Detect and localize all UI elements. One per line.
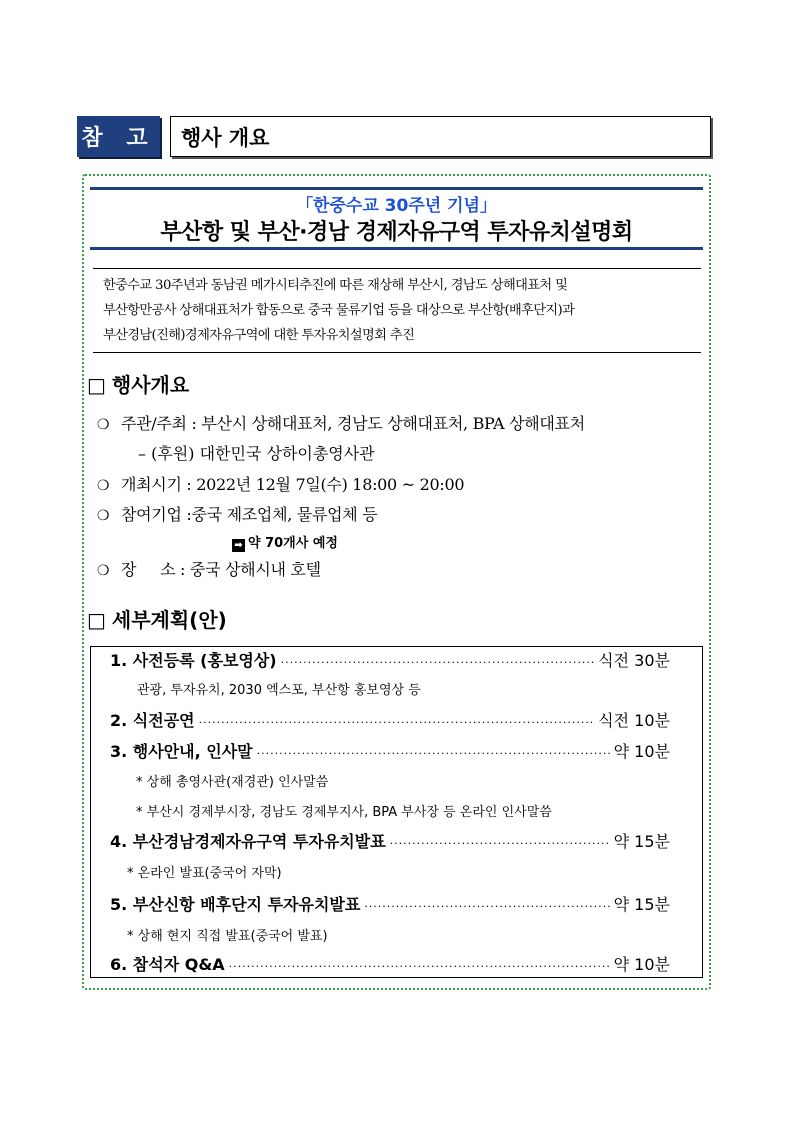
- overview-heading-text: 행사개요: [111, 373, 190, 397]
- schedule-item: [110, 708, 670, 731]
- overview-heading: [87, 369, 189, 398]
- dot-leader: [390, 837, 610, 850]
- schedule-detail: * 상해 총영사관(재경관) 인사말씀: [136, 775, 329, 790]
- overview-companies-text: 참여기업 :중국 제조업체, 물류업체 등: [121, 505, 378, 524]
- schedule-item: [110, 739, 670, 762]
- reference-tag: [77, 116, 160, 157]
- overview-date: [97, 472, 464, 495]
- schedule-detail: * 온라인 발표(중국어 자막): [127, 866, 282, 881]
- schedule-item-time: 약 10분: [613, 955, 670, 974]
- overview-venue-text: 장 소 : 중국 상해시내 호텔: [121, 560, 321, 579]
- section-title-text: 행사 개요: [181, 125, 270, 150]
- dot-leader: [364, 900, 609, 913]
- reference-tag-label: 참 고: [81, 126, 156, 151]
- schedule-item-name: 4. 부산경남경제자유구역 투자유치발표: [110, 832, 386, 851]
- overview-companies: [97, 502, 377, 525]
- schedule-item: [110, 952, 670, 975]
- schedule-item-time: 약 15분: [613, 832, 670, 851]
- event-subtitle: 「한중수교 30주년 기념」: [296, 196, 497, 216]
- schedule-item-name: 3. 행사안내, 인사말: [110, 742, 253, 761]
- schedule-item-time: 식전 30분: [598, 651, 670, 670]
- schedule-item-name: 1. 사전등록 (홍보영상): [110, 651, 277, 670]
- circle-bullet-icon: ❍: [97, 478, 110, 494]
- summary-line: 한중수교 30주년과 동남권 메가시티추진에 따른 재상해 부산시, 경남도 상해대표처 및: [103, 278, 568, 293]
- schedule-item-time: 약 10분: [613, 742, 670, 761]
- dot-leader: [229, 960, 610, 973]
- arrow-right-icon: ➡: [232, 539, 245, 552]
- title-rule-bottom: [90, 247, 703, 250]
- circle-bullet-icon: ❍: [97, 508, 110, 524]
- overview-host-text: 주관/주최 : 부산시 상해대표처, 경남도 상해대표처, BPA 상해대표처: [121, 414, 585, 433]
- overview-venue: [97, 557, 321, 580]
- plan-heading-text: 세부계획(안): [111, 608, 227, 632]
- checkbox-square-icon: □: [87, 608, 106, 632]
- schedule-item-name: 5. 부산신항 배후단지 투자유치발표: [110, 895, 361, 914]
- event-title: 부산항 및 부산·경남 경제자유구역 투자유치설명회: [160, 220, 633, 245]
- schedule-item: [110, 892, 670, 915]
- summary-line: 부산경남(진해)경제자유구역에 대한 투자유치설명회 추진: [103, 328, 415, 343]
- overview-date-text: 개최시기 : 2022년 12월 7일(수) 18:00 ~ 20:00: [121, 475, 465, 494]
- section-title: [170, 116, 711, 157]
- summary-line: 부산항만공사 상해대표처가 합동으로 중국 물류기업 등을 대상으로 부산항(배후단지)과: [103, 303, 575, 318]
- schedule-item: [110, 829, 670, 852]
- companies-note-text: 약 70개사 예정: [248, 536, 338, 551]
- companies-note: [232, 532, 338, 552]
- schedule-item-time: 식전 10분: [598, 711, 670, 730]
- overview-host: [97, 411, 585, 434]
- schedule-detail: 관광, 투자유치, 2030 엑스포, 부산항 홍보영상 등: [137, 683, 421, 698]
- circle-bullet-icon: ❍: [97, 563, 110, 579]
- dot-leader: [199, 716, 595, 729]
- schedule-item-name: 6. 참석자 Q&A: [110, 955, 225, 974]
- schedule-item: [110, 648, 670, 671]
- event-summary: [93, 268, 701, 353]
- plan-heading: [87, 604, 227, 633]
- dot-leader: [281, 656, 595, 669]
- schedule-item-time: 약 15분: [613, 895, 670, 914]
- overview-host-sub: – (후원) 대한민국 상하이총영사관: [138, 444, 375, 463]
- circle-bullet-icon: ❍: [97, 417, 110, 433]
- schedule-detail: * 상해 현지 직접 발표(중국어 발표): [127, 929, 328, 944]
- dot-leader: [257, 747, 610, 760]
- title-rule-top: [90, 187, 703, 190]
- schedule-item-name: 2. 식전공연: [110, 711, 195, 730]
- checkbox-square-icon: □: [87, 373, 106, 397]
- schedule-detail: * 부산시 경제부시장, 경남도 경제부지사, BPA 부사장 등 온라인 인사말씀: [136, 805, 552, 820]
